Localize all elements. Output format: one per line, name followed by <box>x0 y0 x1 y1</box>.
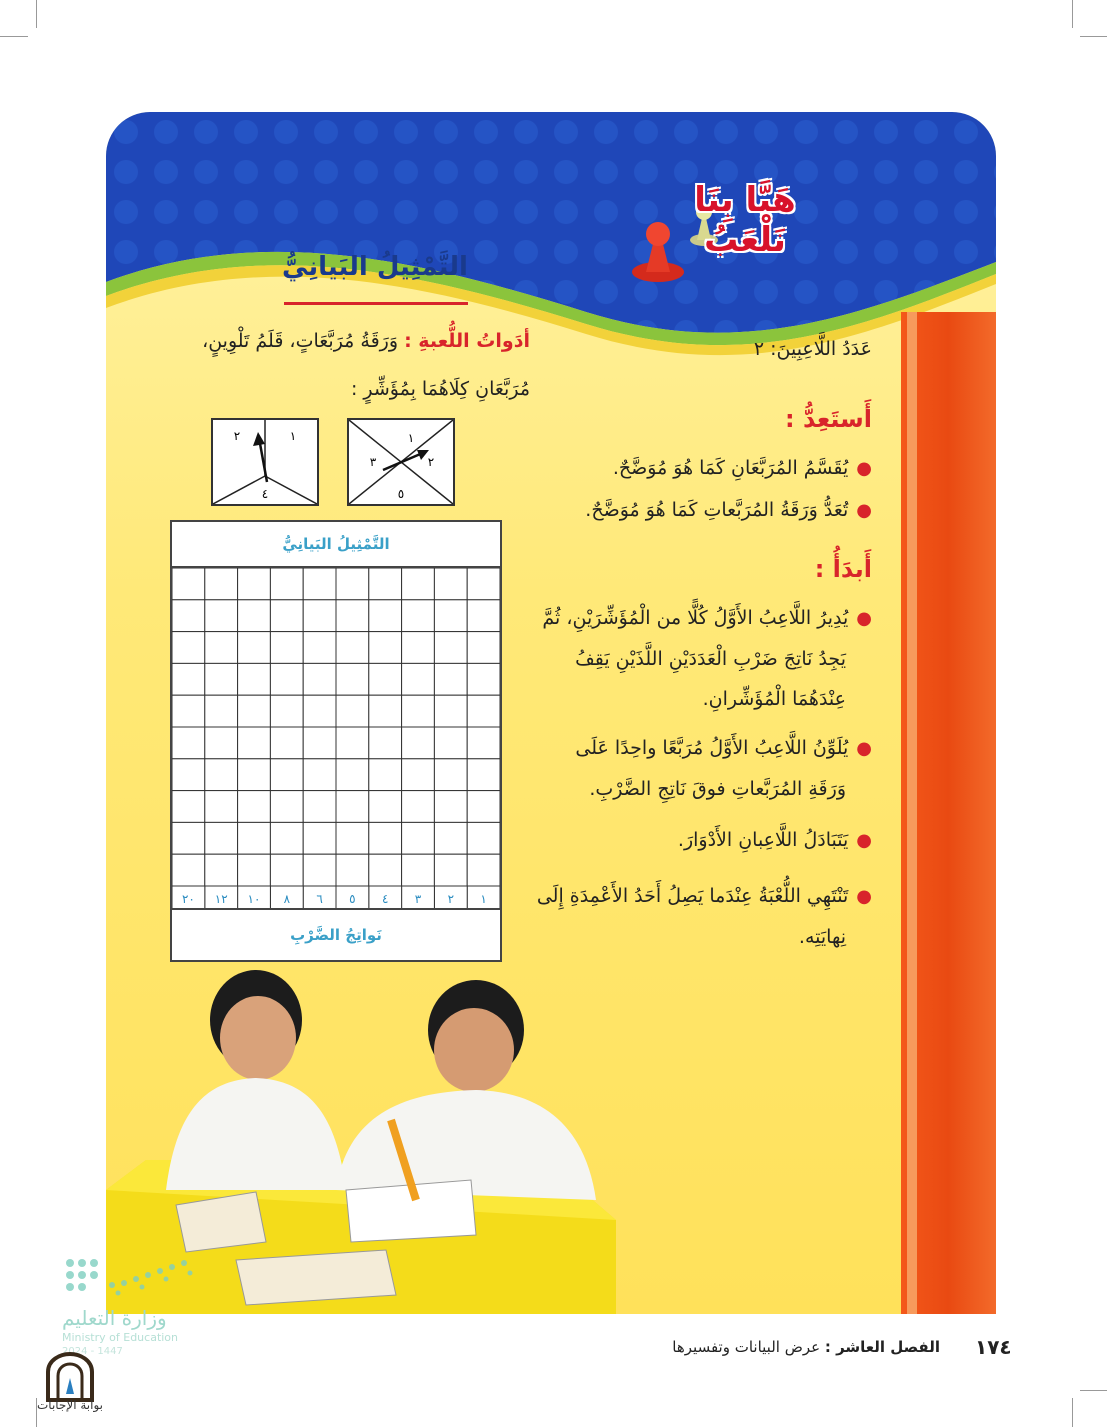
bullet-dot-icon: ● <box>856 458 872 479</box>
grid-cell <box>336 568 369 600</box>
grid-cell <box>205 568 238 600</box>
grid-cell <box>205 727 238 759</box>
crop-mark <box>1080 36 1107 37</box>
bullet-dot-icon: ● <box>856 830 872 851</box>
prepare-item-1: ●يُقَسَّمُ المُرَبَّعَانِ كَمَا هُوَ مُوَضَّحٌ. <box>612 457 872 479</box>
bullet-dot-icon: ● <box>856 738 872 759</box>
grid-cell <box>205 695 238 727</box>
grid-cell <box>402 568 435 600</box>
grid-cell <box>270 632 303 664</box>
orange-side-bar <box>901 312 996 1314</box>
grid-cell <box>434 632 467 664</box>
bar-graph-sheet <box>170 520 502 962</box>
grid-cell <box>336 791 369 823</box>
grid-cell <box>434 600 467 632</box>
grid-cell <box>434 759 467 791</box>
ministry-english: Ministry of Education <box>62 1331 179 1344</box>
grid-cell <box>336 600 369 632</box>
grid-cell <box>172 600 205 632</box>
start-item-2: ●يُلَوِّنُ اللَّاعِبُ الأَوَّلُ مُرَبَّعًا واحِدًا عَلَى وَرَقَةِ المُرَبَّعاتِ فوقَ نَاتِجِ الضَّرْبِ. <box>575 737 872 800</box>
spinner-b-label-2: ٢ <box>233 429 241 443</box>
grid-cell <box>467 695 500 727</box>
spinner-b-label-4: ٤ <box>261 487 269 501</box>
chapter-footer <box>620 1338 940 1356</box>
spinner-a-label-2: ٢ <box>427 455 435 469</box>
grid-cell <box>303 759 336 791</box>
grid-cell <box>336 822 369 854</box>
ministry-year: 2024 - 1447 <box>62 1346 123 1357</box>
grid-cell <box>402 727 435 759</box>
grid-cell <box>172 663 205 695</box>
grid-cell <box>402 632 435 664</box>
prepare-item-2: ●تُعَدُّ وَرَقَةُ المُرَبَّعاتِ كَمَا هُوَ مُوَضَّحٌ. <box>585 499 872 521</box>
lesson-title: التَّمْثِيلُ البَيانِيُّ <box>282 252 468 282</box>
grid-cell <box>238 663 271 695</box>
grid-cell <box>205 822 238 854</box>
grid-cell <box>303 568 336 600</box>
grid-cell <box>467 663 500 695</box>
grid-cell <box>467 822 500 854</box>
spinner-b-label-1: ١ <box>289 429 297 443</box>
page-number: ١٧٤ <box>975 1335 1012 1359</box>
grid-column-label: ٢٠ <box>181 892 195 906</box>
grid-cell <box>270 695 303 727</box>
grid-column-label: ٤ <box>381 892 389 906</box>
grid-cell <box>270 727 303 759</box>
grid-column-label: ١٠ <box>247 892 261 906</box>
grid-cell <box>270 663 303 695</box>
crop-mark <box>1072 0 1073 28</box>
grid-cell <box>467 854 500 886</box>
grid-cell <box>172 632 205 664</box>
ministry-logo <box>62 1255 202 1355</box>
grid-cell <box>303 727 336 759</box>
bullet-dot-icon: ● <box>856 500 872 521</box>
grid-cell <box>238 600 271 632</box>
grid-cell <box>402 854 435 886</box>
grid-cell <box>402 791 435 823</box>
spinner-a-label-3: ٣ <box>369 455 377 469</box>
grid-cell <box>336 759 369 791</box>
grid-cell <box>205 663 238 695</box>
grid-cell <box>336 854 369 886</box>
grid-cell <box>369 695 402 727</box>
grid-cell <box>172 854 205 886</box>
grid-cell <box>369 568 402 600</box>
grid-column-label: ١ <box>480 892 487 906</box>
grid-cell <box>402 600 435 632</box>
grid-cell <box>238 568 271 600</box>
grid-cell <box>369 600 402 632</box>
grid-cell <box>205 600 238 632</box>
grid-column-label: ٢ <box>447 892 455 906</box>
prepare-heading: أَستَعِدُّ : <box>785 405 872 433</box>
grid-cell <box>205 854 238 886</box>
start-item-4: ●تَنْتَهِي اللُّعْبَةُ عِنْدَما يَصِلُ أَحَدُ الأَعْمِدَةِ إِلَى نِهايَتِه. <box>536 885 872 948</box>
grid-cell <box>467 632 500 664</box>
grid-cell <box>270 854 303 886</box>
grid-cell <box>336 663 369 695</box>
start-heading: أَبدَأُ : <box>814 555 872 583</box>
grid-column-label: ٣ <box>414 892 422 906</box>
grid-cell <box>238 695 271 727</box>
grid-cell <box>336 727 369 759</box>
grid-cell <box>270 822 303 854</box>
grid-column-label: ٥ <box>349 892 356 906</box>
grid-cell <box>369 791 402 823</box>
grid-cell <box>402 759 435 791</box>
grid-cell <box>369 759 402 791</box>
grid-cell <box>270 791 303 823</box>
grid-cell <box>369 822 402 854</box>
grid-cell <box>434 822 467 854</box>
grid-cell <box>238 727 271 759</box>
tools-text: وَرَقَةُ مُرَبَّعَاتٍ، قَلَمُ تَلْوِينٍ، <box>202 330 399 352</box>
grid-cell <box>467 759 500 791</box>
grid-cell <box>467 568 500 600</box>
grid-cell <box>369 632 402 664</box>
grid-cell <box>238 822 271 854</box>
tools-label: أدَواتُ اللُّعبةِ : <box>404 330 530 352</box>
grid-column-label: ٨ <box>283 892 291 906</box>
grid-cell <box>402 822 435 854</box>
grid-cell <box>467 727 500 759</box>
answer-portal-label: بوابة الإجابات <box>36 1398 103 1412</box>
grid-cell <box>434 791 467 823</box>
grid-cell <box>303 791 336 823</box>
grid-cell <box>434 695 467 727</box>
start-item-1: ●يُدِيرُ اللَّاعِبُ الأَوَّلُ كُلًّا من الْمُؤَشِّرَيْنِ، ثُمَّ يَجِدُ نَاتِجَ ضَرْبِ الْعَدَدَيْنِ اللَّذَيْنِ يَقِفُ عِنْدَهُمَا الْمُؤَشِّرانِ. <box>542 607 872 710</box>
game-title-line1: هَيَّا بِنَا <box>694 180 796 220</box>
grid-cell <box>303 854 336 886</box>
grid-cell <box>172 822 205 854</box>
grid-column-label: ٦ <box>316 892 323 906</box>
bullet-dot-icon: ● <box>856 886 872 907</box>
grid-cell <box>434 568 467 600</box>
ministry-dots-icon <box>62 1255 202 1301</box>
grid-cell <box>369 663 402 695</box>
crop-mark <box>0 36 28 37</box>
game-title-line2: نَلْعَبُ <box>704 220 786 260</box>
grid-cell <box>270 759 303 791</box>
grid-cell <box>238 791 271 823</box>
grid-cell <box>205 759 238 791</box>
grid-footer: نَواتِجُ الضَّرْبِ <box>172 908 500 960</box>
grid-cell <box>303 632 336 664</box>
chapter-label: الفصل العاشر : <box>824 1338 940 1356</box>
spinner-a-label-1: ١ <box>407 431 415 445</box>
game-title <box>630 180 860 260</box>
grid-cell <box>238 854 271 886</box>
crop-mark <box>1072 1398 1073 1427</box>
title-underline <box>284 302 468 305</box>
grid-cell <box>205 791 238 823</box>
bullet-dot-icon: ● <box>856 608 872 629</box>
grid-title: التَّمْثِيلُ البَيانِيُّ <box>172 522 500 568</box>
grid-cell <box>238 759 271 791</box>
grid-cell <box>434 727 467 759</box>
grid-cell <box>238 632 271 664</box>
crop-mark <box>36 0 37 28</box>
spinner-a-label-5: ٥ <box>397 487 405 501</box>
grid-cell <box>270 568 303 600</box>
grid-cell <box>172 695 205 727</box>
spinner-square-a <box>347 418 455 506</box>
grid-cell <box>336 632 369 664</box>
tools-line-2: مُرَبَّعَانِ كِلَاهُمَا بِمُؤَشِّرٍ : <box>350 378 530 400</box>
grid-cell <box>402 695 435 727</box>
grid-cell <box>205 632 238 664</box>
start-item-3: ●يَتَبَادَلُ اللَّاعِبانِ الأَدْوَارَ. <box>677 829 872 851</box>
grid-cells <box>172 568 500 910</box>
grid-cell <box>172 759 205 791</box>
crop-mark <box>1080 1390 1107 1391</box>
ministry-arabic: وزارة التعليم <box>62 1306 167 1330</box>
grid-cell <box>172 791 205 823</box>
grid-cell <box>303 600 336 632</box>
grid-cell <box>369 727 402 759</box>
players-count: عَدَدُ اللَّاعِبِينَ: ٢ <box>753 338 872 360</box>
grid-cell <box>402 663 435 695</box>
chapter-title: عرض البيانات وتفسيرها <box>672 1338 821 1356</box>
grid-cell <box>336 695 369 727</box>
grid-cell <box>270 600 303 632</box>
grid-cell <box>303 822 336 854</box>
grid-cell <box>369 854 402 886</box>
spinner-square-b <box>211 418 319 506</box>
grid-cell <box>467 791 500 823</box>
grid-cell <box>172 568 205 600</box>
grid-cell <box>303 663 336 695</box>
grid-cell <box>303 695 336 727</box>
grid-cell <box>434 663 467 695</box>
grid-cell <box>467 600 500 632</box>
grid-column-label: ١٢ <box>214 892 228 906</box>
grid-cell <box>434 854 467 886</box>
grid-cell <box>172 727 205 759</box>
tools-line <box>200 320 530 362</box>
